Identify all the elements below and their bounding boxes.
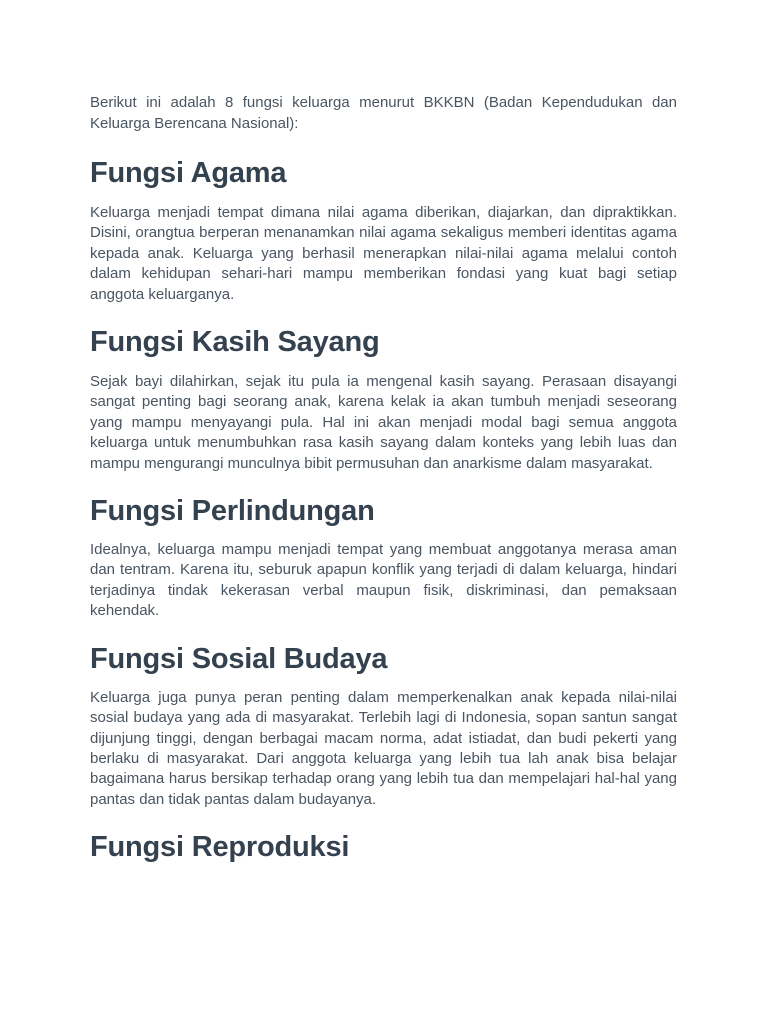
intro-paragraph: Berikut ini adalah 8 fungsi keluarga menurut BKKBN (Badan Kependudukan dan Keluarga Berencana Nasional): (90, 94, 677, 132)
section-perlindungan (90, 493, 677, 622)
section-heading: Fungsi Perlindungan (90, 495, 375, 528)
section-heading: Fungsi Agama (90, 157, 287, 189)
section-paragraph: Keluarga menjadi tempat dimana nilai agama diberikan, diajarkan, dan dipraktikkan. Disini, orangtua berperan menanamkan nilai agama sekaligus memberi identitas agama kepada anak. Keluarga yang berhasil menerapkan nilai-nilai agama melalui contoh dalam kehidupan sehari-hari mampu memberikan fondasi yang kuat bagi setiap anggota keluarganya. (90, 204, 677, 303)
section-agama (90, 155, 677, 305)
section-paragraph: Keluarga juga punya peran penting dalam memperkenalkan anak kepada nilai-nilai sosial budaya yang ada di masyarakat. Terlebih lagi di Indonesia, sopan santun sangat dijunjung tinggi, dengan berbagai macam norma, adat istiadat, dan budi pekerti yang berlaku di masyarakat. Dari anggota keluarga yang lebih tua lah anak bisa belajar bagaimana harus bersikap terhadap orang yang lebih tua dan mempelajari hal-hal yang pantas dan tidak pantas dalam budayanya. (90, 688, 677, 808)
section-heading: Fungsi Sosial Budaya (90, 642, 388, 675)
section-reproduksi (90, 829, 677, 865)
section-heading: Fungsi Kasih Sayang (90, 326, 380, 359)
section-sosial-budaya (90, 641, 677, 810)
section-paragraph: Sejak bayi dilahirkan, sejak itu pula ia mengenal kasih sayang. Perasaan disayangi sangat penting bagi seorang anak, karena kelak ia akan tumbuh menjadi seseorang yang mampu menyayangi pula. Hal ini akan menjadi modal bagi semua anggota keluarga untuk menumbuhkan rasa kasih sayang dalam konteks yang lebih luas dan mampu mengurangi munculnya bibit permusuhan dan anarkisme dalam masyarakat. (90, 373, 677, 472)
section-paragraph: Idealnya, keluarga mampu menjadi tempat yang membuat anggotanya merasa aman dan tentram. Karena itu, seburuk apapun konflik yang terjadi di dalam keluarga, hindari terjadinya tindak kekerasan verbal maupun fisik, diskriminasi, dan pemaksaan kehendak. (90, 541, 677, 620)
section-heading: Fungsi Reproduksi (90, 831, 350, 864)
document-page (90, 93, 677, 865)
section-kasih-sayang (90, 324, 677, 474)
